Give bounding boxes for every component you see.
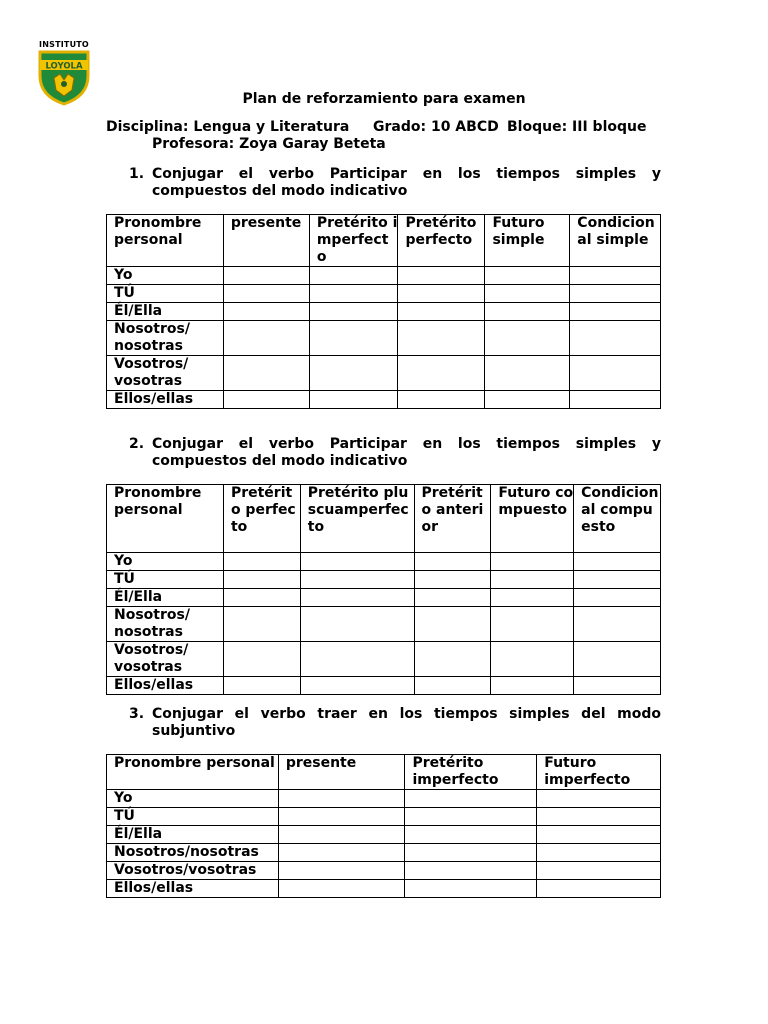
answer-cell[interactable] <box>278 808 405 826</box>
answer-cell[interactable] <box>485 285 570 303</box>
table-header-row <box>107 485 661 553</box>
answer-cell[interactable] <box>491 642 574 677</box>
pronoun-cell: Vosotros/vosotras <box>107 862 279 880</box>
answer-cell[interactable] <box>398 321 485 356</box>
logo-institute-text: INSTITUTO <box>39 40 89 49</box>
answer-cell[interactable] <box>570 356 661 391</box>
table-row <box>107 391 661 409</box>
table-header-cell: Pretérito perfecto <box>223 485 300 553</box>
answer-cell[interactable] <box>300 589 414 607</box>
answer-cell[interactable] <box>300 553 414 571</box>
answer-cell[interactable] <box>223 321 309 356</box>
answer-cell[interactable] <box>414 553 491 571</box>
pronoun-cell: Él/Ella <box>107 303 224 321</box>
table-row <box>107 267 661 285</box>
question-number: 1. <box>129 166 145 182</box>
conjugation-table-1 <box>106 214 661 409</box>
answer-cell[interactable] <box>405 880 537 898</box>
answer-cell[interactable] <box>405 844 537 862</box>
table-header-cell: presente <box>278 755 405 790</box>
answer-cell[interactable] <box>405 790 537 808</box>
answer-cell[interactable] <box>537 826 661 844</box>
pronoun-cell: Nosotros/nosotras <box>107 844 279 862</box>
answer-cell[interactable] <box>574 642 661 677</box>
pronoun-cell: Yo <box>107 267 224 285</box>
answer-cell[interactable] <box>574 553 661 571</box>
answer-cell[interactable] <box>485 267 570 285</box>
table-row <box>107 285 661 303</box>
answer-cell[interactable] <box>485 391 570 409</box>
table-row <box>107 321 661 356</box>
answer-cell[interactable] <box>485 356 570 391</box>
answer-cell[interactable] <box>223 571 300 589</box>
bloque-label: Bloque: III bloque <box>507 119 647 135</box>
answer-cell[interactable] <box>414 589 491 607</box>
pronoun-cell: Vosotros/ vosotras <box>107 356 224 391</box>
answer-cell[interactable] <box>309 303 398 321</box>
table-header-cell: Futuro simple <box>485 215 570 267</box>
answer-cell[interactable] <box>414 677 491 695</box>
profesora-label: Profesora: Zoya Garay Beteta <box>152 136 386 152</box>
pronoun-cell: Él/Ella <box>107 589 224 607</box>
question-1 <box>129 166 661 200</box>
answer-cell[interactable] <box>223 267 309 285</box>
disciplina-label: Disciplina: Lengua y Literatura <box>106 119 350 135</box>
answer-cell[interactable] <box>491 571 574 589</box>
table-header-cell: Pronombre personal <box>107 485 224 553</box>
answer-cell[interactable] <box>491 553 574 571</box>
question-text-line1: Conjugar el verbo Participar en los tiempos simples y <box>152 436 661 452</box>
answer-cell[interactable] <box>278 826 405 844</box>
table-row <box>107 553 661 571</box>
answer-cell[interactable] <box>309 356 398 391</box>
pronoun-cell: Ellos/ellas <box>107 677 224 695</box>
answer-cell[interactable] <box>398 391 485 409</box>
question-2 <box>129 436 661 470</box>
answer-cell[interactable] <box>398 267 485 285</box>
answer-cell[interactable] <box>278 880 405 898</box>
table-header-cell: Pretérito imperfecto <box>405 755 537 790</box>
pronoun-cell: Nosotros/ nosotras <box>107 607 224 642</box>
table-header-row <box>107 755 661 790</box>
conjugation-table-2 <box>106 484 661 695</box>
question-text-line1: Conjugar el verbo traer en los tiempos simples del modo <box>152 706 661 722</box>
answer-cell[interactable] <box>570 285 661 303</box>
answer-cell[interactable] <box>574 571 661 589</box>
answer-cell[interactable] <box>309 321 398 356</box>
answer-cell[interactable] <box>223 285 309 303</box>
document-title: Plan de reforzamiento para examen <box>242 91 526 107</box>
answer-cell[interactable] <box>300 677 414 695</box>
answer-cell[interactable] <box>574 607 661 642</box>
pronoun-cell: TÚ <box>107 808 279 826</box>
answer-cell[interactable] <box>223 607 300 642</box>
table-header-cell: Pronombre personal <box>107 215 224 267</box>
answer-cell[interactable] <box>309 391 398 409</box>
table-header-cell: Pretérito imperfecto <box>309 215 398 267</box>
answer-cell[interactable] <box>537 808 661 826</box>
table-header-cell: Futuro imperfecto <box>537 755 661 790</box>
logo-name-text: LOYOLA <box>45 61 83 72</box>
table-row <box>107 826 661 844</box>
table-row <box>107 790 661 808</box>
table-header-cell: Pretérito pluscuamperfecto <box>300 485 414 553</box>
answer-cell[interactable] <box>223 391 309 409</box>
table-header-row <box>107 215 661 267</box>
pronoun-cell: Nosotros/ nosotras <box>107 321 224 356</box>
answer-cell[interactable] <box>537 862 661 880</box>
question-text-line2: compuestos del modo indicativo <box>152 183 408 199</box>
answer-cell[interactable] <box>414 571 491 589</box>
answer-cell[interactable] <box>223 553 300 571</box>
answer-cell[interactable] <box>223 589 300 607</box>
answer-cell[interactable] <box>414 607 491 642</box>
table-row <box>107 880 661 898</box>
answer-cell[interactable] <box>398 356 485 391</box>
table-header-cell: Condicional compuesto <box>574 485 661 553</box>
pronoun-cell: TÚ <box>107 571 224 589</box>
table-row <box>107 589 661 607</box>
answer-cell[interactable] <box>570 267 661 285</box>
pronoun-cell: Él/Ella <box>107 826 279 844</box>
conjugation-table-3 <box>106 754 661 898</box>
answer-cell[interactable] <box>570 321 661 356</box>
answer-cell[interactable] <box>278 862 405 880</box>
table-row <box>107 677 661 695</box>
answer-cell[interactable] <box>309 285 398 303</box>
answer-cell[interactable] <box>300 607 414 642</box>
question-text-line1: Conjugar el verbo Participar en los tiempos simples y <box>152 166 661 182</box>
answer-cell[interactable] <box>570 391 661 409</box>
table-row <box>107 862 661 880</box>
pronoun-cell: Ellos/ellas <box>107 391 224 409</box>
answer-cell[interactable] <box>485 321 570 356</box>
table-header-cell: Condicional simple <box>570 215 661 267</box>
question-number: 3. <box>129 706 145 722</box>
table-header-cell: Pretérito anterior <box>414 485 491 553</box>
answer-cell[interactable] <box>491 677 574 695</box>
answer-cell[interactable] <box>300 571 414 589</box>
answer-cell[interactable] <box>223 303 309 321</box>
grado-label: Grado: 10 ABCD <box>373 119 499 135</box>
answer-cell[interactable] <box>398 285 485 303</box>
answer-cell[interactable] <box>309 267 398 285</box>
answer-cell[interactable] <box>485 303 570 321</box>
table-row <box>107 571 661 589</box>
answer-cell[interactable] <box>570 303 661 321</box>
answer-cell[interactable] <box>278 844 405 862</box>
answer-cell[interactable] <box>491 607 574 642</box>
table-header-cell: Pronombre personal <box>107 755 279 790</box>
answer-cell[interactable] <box>537 844 661 862</box>
answer-cell[interactable] <box>414 642 491 677</box>
answer-cell[interactable] <box>537 790 661 808</box>
answer-cell[interactable] <box>491 589 574 607</box>
answer-cell[interactable] <box>278 790 405 808</box>
answer-cell[interactable] <box>405 862 537 880</box>
answer-cell[interactable] <box>574 677 661 695</box>
answer-cell[interactable] <box>405 808 537 826</box>
answer-cell[interactable] <box>574 589 661 607</box>
pronoun-cell: Yo <box>107 790 279 808</box>
answer-cell[interactable] <box>223 642 300 677</box>
question-3 <box>129 706 661 740</box>
question-text-line2: subjuntivo <box>152 723 236 739</box>
pronoun-cell: Vosotros/ vosotras <box>107 642 224 677</box>
table-header-cell: presente <box>223 215 309 267</box>
answer-cell[interactable] <box>223 677 300 695</box>
answer-cell[interactable] <box>537 880 661 898</box>
table-header-cell: Pretérito perfecto <box>398 215 485 267</box>
question-text-line2: compuestos del modo indicativo <box>152 453 408 469</box>
table-header-cell: Futuro compuesto <box>491 485 574 553</box>
pronoun-cell: TÚ <box>107 285 224 303</box>
answer-cell[interactable] <box>300 642 414 677</box>
table-row <box>107 356 661 391</box>
question-number: 2. <box>129 436 145 452</box>
table-row <box>107 607 661 642</box>
answer-cell[interactable] <box>398 303 485 321</box>
pronoun-cell: Ellos/ellas <box>107 880 279 898</box>
answer-cell[interactable] <box>223 356 309 391</box>
table-row <box>107 303 661 321</box>
table-row <box>107 844 661 862</box>
table-row <box>107 642 661 677</box>
table-row <box>107 808 661 826</box>
answer-cell[interactable] <box>405 826 537 844</box>
pronoun-cell: Yo <box>107 553 224 571</box>
